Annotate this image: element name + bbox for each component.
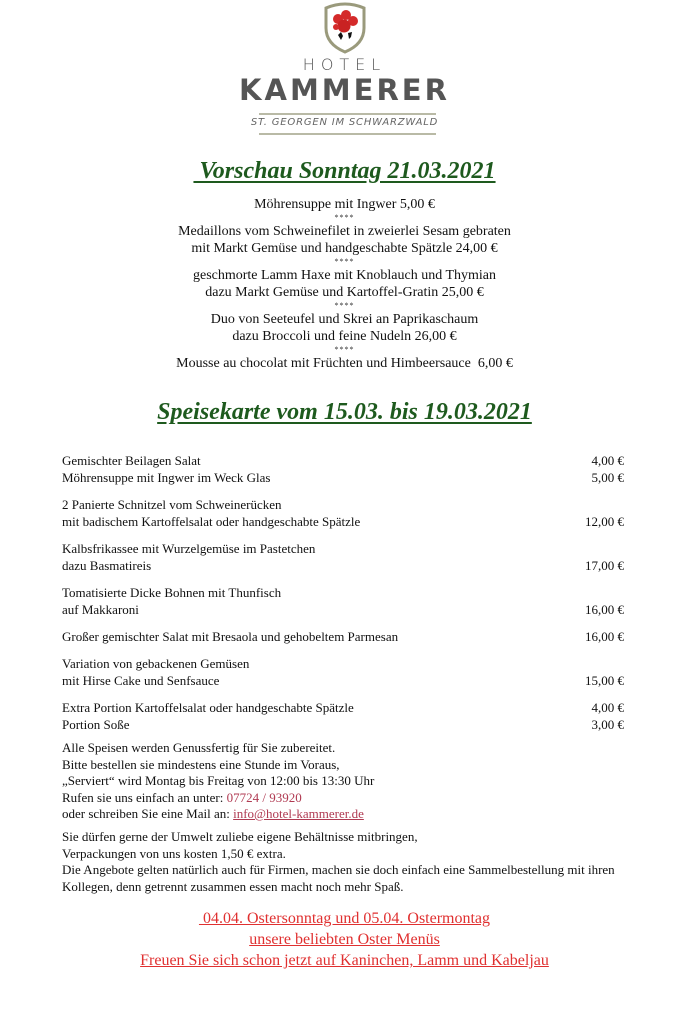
menu-item-text: auf Makkaroni [62,602,139,617]
menu-item-price: 4,00 € [591,453,624,468]
preview-dish [0,267,689,301]
menu-item-text: Variation von gebackenen Gemüsen [62,656,250,671]
menu-row [62,628,624,645]
logo-hotel-text: HOTEL [302,55,387,74]
easter-line: Freuen Sie sich schon jetzt auf Kaninchen, Lamm und Kabeljau [140,952,549,969]
dish-line: Möhrensuppe mit Ingwer 5,00 € [254,197,435,212]
menu-row [62,699,624,716]
logo-location-text: ST. GEORGEN IM SCHWARZWALD [250,117,439,128]
easter-announcement [0,908,689,971]
menu-row [62,716,624,733]
sunday-preview-menu [0,196,689,372]
menu-item-text: dazu Basmatireis [62,558,152,573]
logo-name-text: KAMMERER [239,73,450,107]
note-line: Kollegen, denn getrennt zusammen essen macht noch mehr Spaß. [62,878,404,894]
info-line: Bitte bestellen sie mindestens eine Stunde im Voraus, [62,756,340,772]
info-line: „Serviert“ wird Montag bis Freitag von 12:00 bis 13:30 Uhr [62,773,375,788]
menu-group [62,584,624,618]
note-line: Verpackungen von uns kosten 1,50 € extra. [62,845,286,861]
menu-item-price: 12,00 € [585,514,624,529]
separator: **** [334,301,355,310]
easter-line: 04.04. Ostersonntag und 05.04. Ostermontag [198,910,491,927]
menu-item-text: Großer gemischter Salat mit Bresaola und gehobeltem Parmesan [62,629,399,644]
info-line: Alle Speisen werden Genussfertig für Sie zubereitet. [62,740,336,755]
email-label: oder schreiben Sie eine Mail an: [62,806,234,821]
menu-item-text: 2 Panierte Schnitzel vom Schweinerücken [62,497,282,512]
dish-line: dazu Markt Gemüse und Kartoffel-Gratin 25,00 € [205,285,484,300]
menu-item-price: 4,00 € [591,700,624,715]
menu-item-price: 5,00 € [591,470,624,485]
ordering-info [62,740,662,823]
separator: **** [334,345,355,354]
menu-item-text: Gemischter Beilagen Salat [62,453,201,468]
preview-dish [0,311,689,345]
menu-title: Speisekarte vom 15.03. bis 19.03.2021 [157,399,532,425]
menu-row [62,584,624,601]
menu-group [62,452,624,486]
preview-dish [0,196,689,213]
menu-row [62,469,624,486]
menu-group [62,628,624,645]
easter-line: unsere beliebten Oster Menüs [249,931,440,948]
note-line: Sie dürfen gerne der Umwelt zuliebe eigene Behältnisse mitbringen, [62,829,418,844]
menu-item-text: mit badischem Kartoffelsalat oder handgeschabte Spätzle [62,514,361,529]
menu-group [62,496,624,530]
weekly-menu [62,452,624,743]
dish-line: Duo von Seeteufel und Skrei an Paprikaschaum [210,312,479,327]
note-line: Die Angebote gelten natürlich auch für Firmen, machen sie doch einfach eine Sammelbestellung mit ihren [62,862,615,877]
shield-icon [322,2,368,54]
dish-line: Medaillons vom Schweinefilet in zweierlei Sesam gebraten [178,224,511,239]
phone-label: Rufen sie uns einfach an unter: [62,789,227,805]
menu-row [62,557,624,574]
menu-item-text: mit Hirse Cake und Senfsauce [62,673,220,688]
menu-row [62,672,624,689]
menu-item-price: 16,00 € [585,629,624,644]
menu-item-price: 15,00 € [585,673,624,688]
menu-item-text: Extra Portion Kartoffelsalat oder handgeschabte Spätzle [62,700,354,715]
dish-line: dazu Broccoli und feine Nudeln 26,00 € [232,329,457,344]
menu-group [62,655,624,689]
dish-line: Mousse au chocolat mit Früchten und Himbeersauce 6,00 € [176,356,513,371]
menu-row [62,601,624,618]
separator: **** [334,257,355,266]
additional-notes [62,829,662,895]
menu-item-text: Kalbsfrikassee mit Wurzelgemüse im Pastetchen [62,541,316,556]
menu-item-text: Möhrensuppe mit Ingwer im Weck Glas [62,470,271,485]
menu-row [62,496,624,513]
menu-row [62,655,624,672]
hotel-logo [0,0,689,140]
menu-item-text: Tomatisierte Dicke Bohnen mit Thunfisch [62,585,282,600]
menu-item-text: Portion Soße [62,717,130,732]
email-line [62,806,662,823]
menu-group [62,699,624,733]
dish-line: mit Markt Gemüse und handgeschabte Spätzle 24,00 € [191,241,498,256]
phone-number[interactable]: 07724 / 93920 [226,789,302,805]
logo-divider-top [259,113,436,115]
preview-title: Vorschau Sonntag 21.03.2021 [193,158,496,184]
menu-row [62,452,624,469]
preview-dish [0,355,689,372]
menu-group [62,540,624,574]
menu-item-price: 3,00 € [591,717,624,732]
menu-item-price: 17,00 € [585,558,624,573]
email-link[interactable]: info@hotel-kammerer.de [233,806,364,821]
separator: **** [334,213,355,222]
preview-dish [0,223,689,257]
dish-line: geschmorte Lamm Haxe mit Knoblauch und Thymian [192,268,496,283]
menu-row [62,513,624,530]
menu-row [62,540,624,557]
menu-item-price: 16,00 € [585,602,624,617]
phone-line [62,790,662,807]
logo-divider-bottom [259,133,436,135]
